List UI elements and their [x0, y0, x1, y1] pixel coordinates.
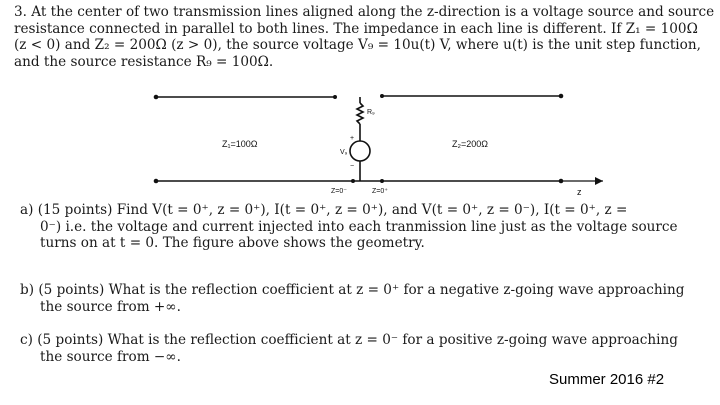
resistor-symbol: [357, 103, 363, 124]
part-b-question: [20, 282, 710, 315]
part-a-question: [20, 202, 710, 252]
junction-dot-top-right: [380, 94, 384, 98]
part-b-line-1: b) (5 points) What is the reflection coefficient at z = 0⁺ for a negative z-going wave approaching: [20, 282, 685, 298]
part-a-line-2: 0⁻) i.e. the voltage and current injected into each tranmission line just as the voltage source: [40, 218, 678, 235]
terminal-dot-bottom-right: [559, 179, 564, 184]
part-c-line-1: c) (5 points) What is the reflection coefficient at z = 0⁻ for a positive z-going wave approaching: [20, 332, 678, 348]
terminal-dot-top-left: [154, 95, 159, 100]
footer-label: Summer 2016 #2: [549, 371, 665, 388]
z-axis-arrowhead: [595, 177, 603, 185]
junction-dot-top-left: [333, 95, 337, 99]
junction-dot-bottom-left: [351, 179, 355, 183]
vg-label: V₉: [340, 149, 348, 156]
part-b-line-2: the source from +∞.: [40, 298, 181, 315]
part-a-line-3: turns on at t = 0. The figure above shows the geometry.: [40, 235, 425, 251]
terminal-dot-bottom-left: [154, 179, 159, 184]
part-a-line-1: a) (15 points) Find V(t = 0⁺, z = 0⁺), I(t = 0⁺, z = 0⁺), and V(t = 0⁺, z = 0⁻), I(t = 0⁺, z =: [20, 202, 628, 218]
minus-sign: −: [350, 163, 355, 170]
problem-line-1: 3. At the center of two transmission lines aligned along the z-direction is a voltage source and source: [14, 4, 715, 20]
z-axis-label: z: [577, 187, 582, 197]
rg-label: R₉: [367, 109, 375, 116]
terminal-dot-top-right: [559, 94, 564, 99]
part-c-question: [20, 332, 710, 365]
problem-line-2: resistance connected in parallel to both lines. The impedance in each line is different. If Z₁ = 100Ω: [14, 20, 698, 37]
z0-plus-label: Z=0⁺: [372, 188, 388, 195]
problem-line-4: and the source resistance R₉ = 100Ω.: [14, 53, 274, 70]
problem-line-3: (z < 0) and Z₂ = 200Ω (z > 0), the source voltage V₉ = 10u(t) V, where u(t) is the unit step function,: [14, 37, 701, 53]
part-c-line-2: the source from −∞.: [40, 348, 181, 365]
junction-dot-bottom-right: [380, 179, 384, 183]
z0-minus-label: Z=0⁻: [331, 188, 347, 195]
z2-label: Z₂=200Ω: [452, 139, 488, 149]
plus-sign: +: [350, 135, 355, 142]
voltage-source-symbol: [350, 141, 370, 161]
z1-label: Z₁=100Ω: [222, 139, 258, 149]
